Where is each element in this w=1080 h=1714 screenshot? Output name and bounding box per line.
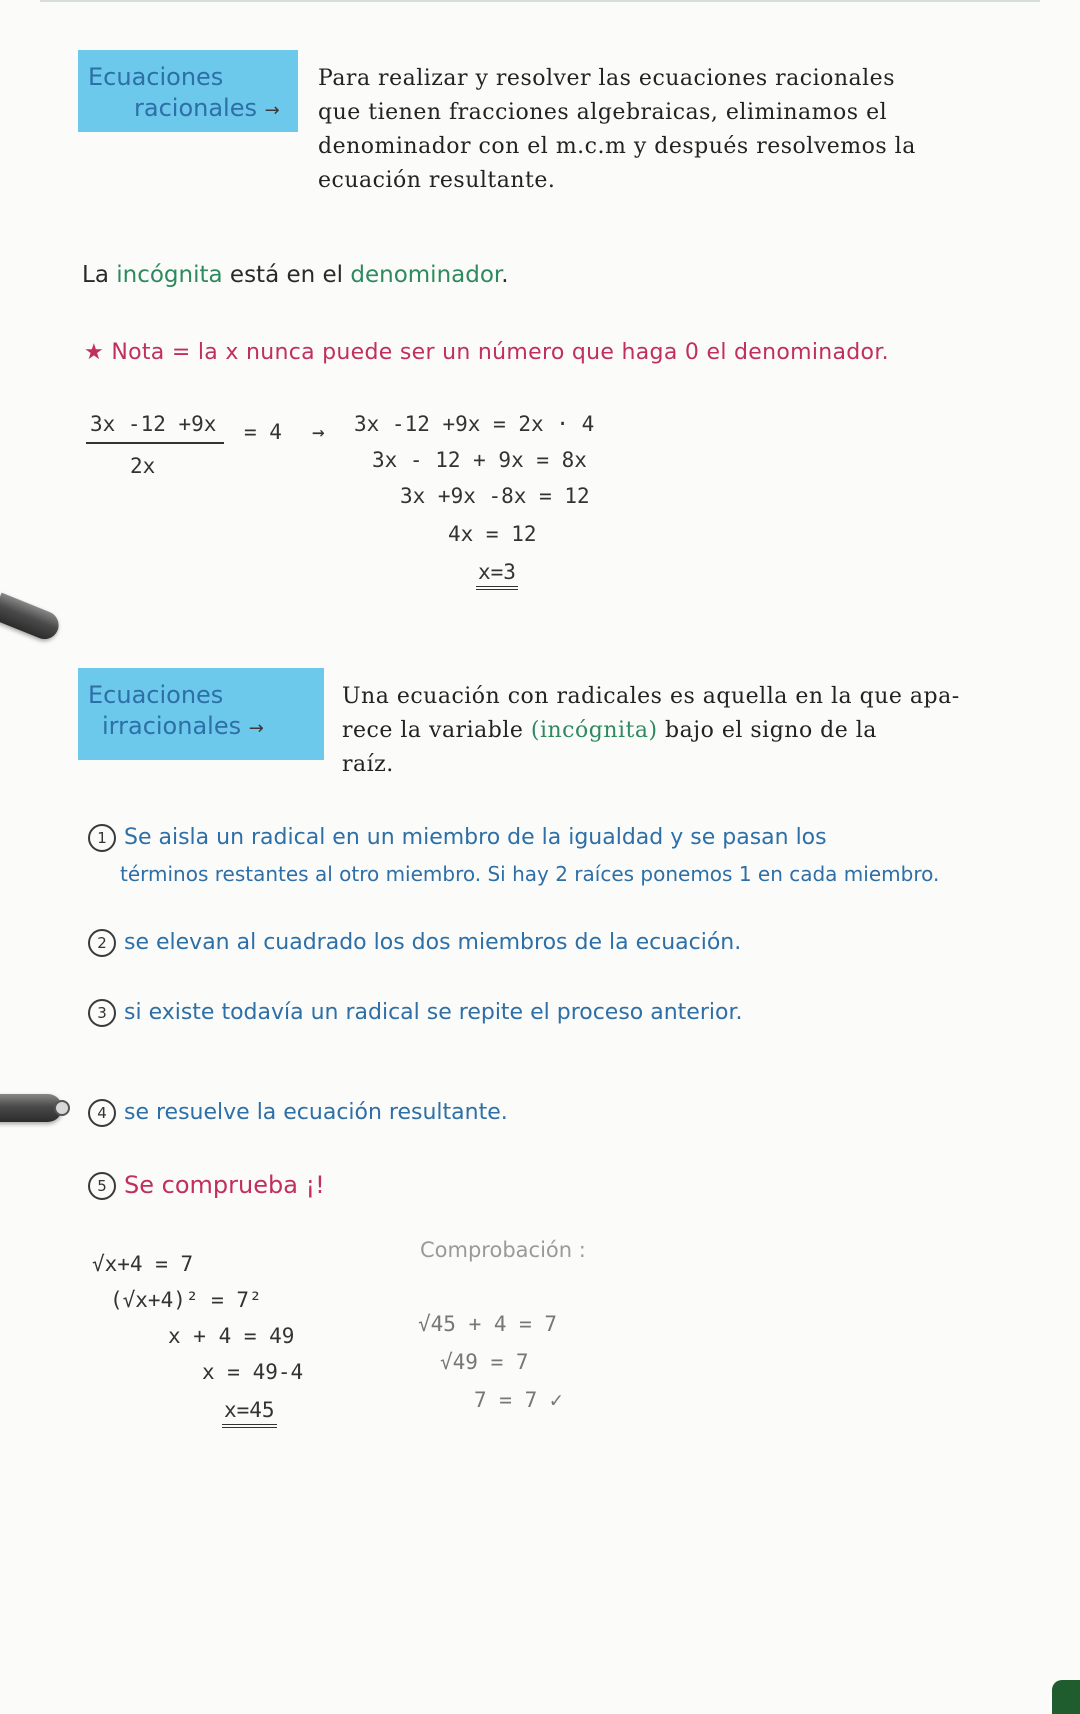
check-label: Comprobación : — [420, 1238, 586, 1262]
step-number: 3 — [88, 999, 116, 1027]
pen-clip-decoration — [0, 593, 63, 644]
step-number: 5 — [88, 1172, 116, 1200]
step-1 — [88, 820, 1068, 892]
radical-step: √x+4 = 7 — [92, 1252, 194, 1276]
fraction-bar — [86, 442, 224, 444]
definition-part: bajo el signo de la — [657, 718, 877, 743]
fraction-equals: = 4 — [244, 420, 282, 444]
definition-line — [342, 714, 1062, 748]
radical-step: x + 4 = 49 — [168, 1324, 295, 1348]
word-incognita: incógnita — [116, 262, 223, 288]
title-line-2: racionales — [134, 94, 257, 122]
note-text: Nota = la x nunca puede ser un número que haga 0 el denominador. — [111, 340, 889, 365]
check-step: 7 = 7 ✓ — [474, 1388, 563, 1412]
definition-irracionales — [342, 680, 1062, 782]
step-number: 4 — [88, 1099, 116, 1127]
solution-step: 3x +9x -8x = 12 — [400, 484, 590, 508]
step-3 — [88, 990, 742, 1036]
check-step: √45 + 4 = 7 — [418, 1312, 558, 1336]
step-5 — [88, 1162, 325, 1208]
corner-decoration — [1052, 1680, 1080, 1714]
solution-step: 3x -12 +9x = 2x · 4 — [354, 412, 595, 436]
step-text: Se comprueba ¡! — [124, 1171, 325, 1199]
title-line-2: irracionales — [102, 712, 242, 740]
definition-line: denominador con el m.c.m y después resolvemos la — [318, 134, 916, 159]
solution-result: x=3 — [476, 560, 518, 590]
pen-tip-decoration — [54, 1100, 70, 1116]
solution-step: 4x = 12 — [448, 522, 537, 546]
definition-racionales — [318, 62, 1018, 198]
fraction-numerator: 3x -12 +9x — [90, 412, 217, 436]
radical-step: (√x+4)² = 7² — [110, 1288, 262, 1312]
note — [84, 340, 889, 365]
step-text: se elevan al cuadrado los dos miembros de la ecuación. — [124, 930, 742, 955]
solution-step: 3x - 12 + 9x = 8x — [372, 448, 587, 472]
word-incognita: (incógnita) — [530, 718, 658, 743]
section-title-irracionales — [78, 668, 324, 760]
radical-step: x = 49-4 — [202, 1360, 304, 1384]
pen-clip-decoration — [0, 1094, 62, 1122]
word-denominador: denominador — [350, 262, 502, 288]
step-number: 1 — [88, 824, 116, 852]
star-icon: ★ — [84, 340, 105, 365]
title-line-1: Ecuaciones — [88, 63, 224, 91]
fraction-denominator: 2x — [130, 454, 156, 478]
definition-line: Una ecuación con radicales es aquella en la que apa- — [342, 684, 960, 709]
sentence-mid: está en el — [222, 262, 351, 288]
definition-line: raíz. — [342, 752, 394, 777]
step-number: 2 — [88, 929, 116, 957]
arrow-icon: → — [264, 100, 280, 121]
step-text: términos restantes al otro miembro. Si hay 2 raíces ponemos 1 en cada miembro. — [120, 862, 940, 886]
step-text: se resuelve la ecuación resultante. — [124, 1100, 508, 1125]
definition-line: ecuación resultante. — [318, 168, 556, 193]
sentence-start: La — [82, 262, 117, 288]
definition-part: rece la variable — [342, 718, 531, 743]
section-title-racionales — [78, 50, 298, 132]
step-text: Se aisla un radical en un miembro de la igualdad y se pasan los — [124, 825, 827, 850]
radical-result: x=45 — [222, 1398, 277, 1428]
definition-line: que tienen fracciones algebraicas, eliminamos el — [318, 100, 888, 125]
definition-line: Para realizar y resolver las ecuaciones racionales — [318, 66, 895, 91]
step-4 — [88, 1090, 508, 1136]
check-step: √49 = 7 — [440, 1350, 529, 1374]
incognita-sentence — [82, 262, 509, 288]
arrow-icon: → — [312, 420, 325, 444]
sentence-end: . — [501, 262, 509, 288]
arrow-icon: → — [248, 718, 264, 739]
step-text: si existe todavía un radical se repite el proceso anterior. — [124, 1000, 743, 1025]
title-line-1: Ecuaciones — [88, 681, 224, 709]
page-top-line — [40, 0, 1040, 2]
step-2 — [88, 920, 741, 966]
